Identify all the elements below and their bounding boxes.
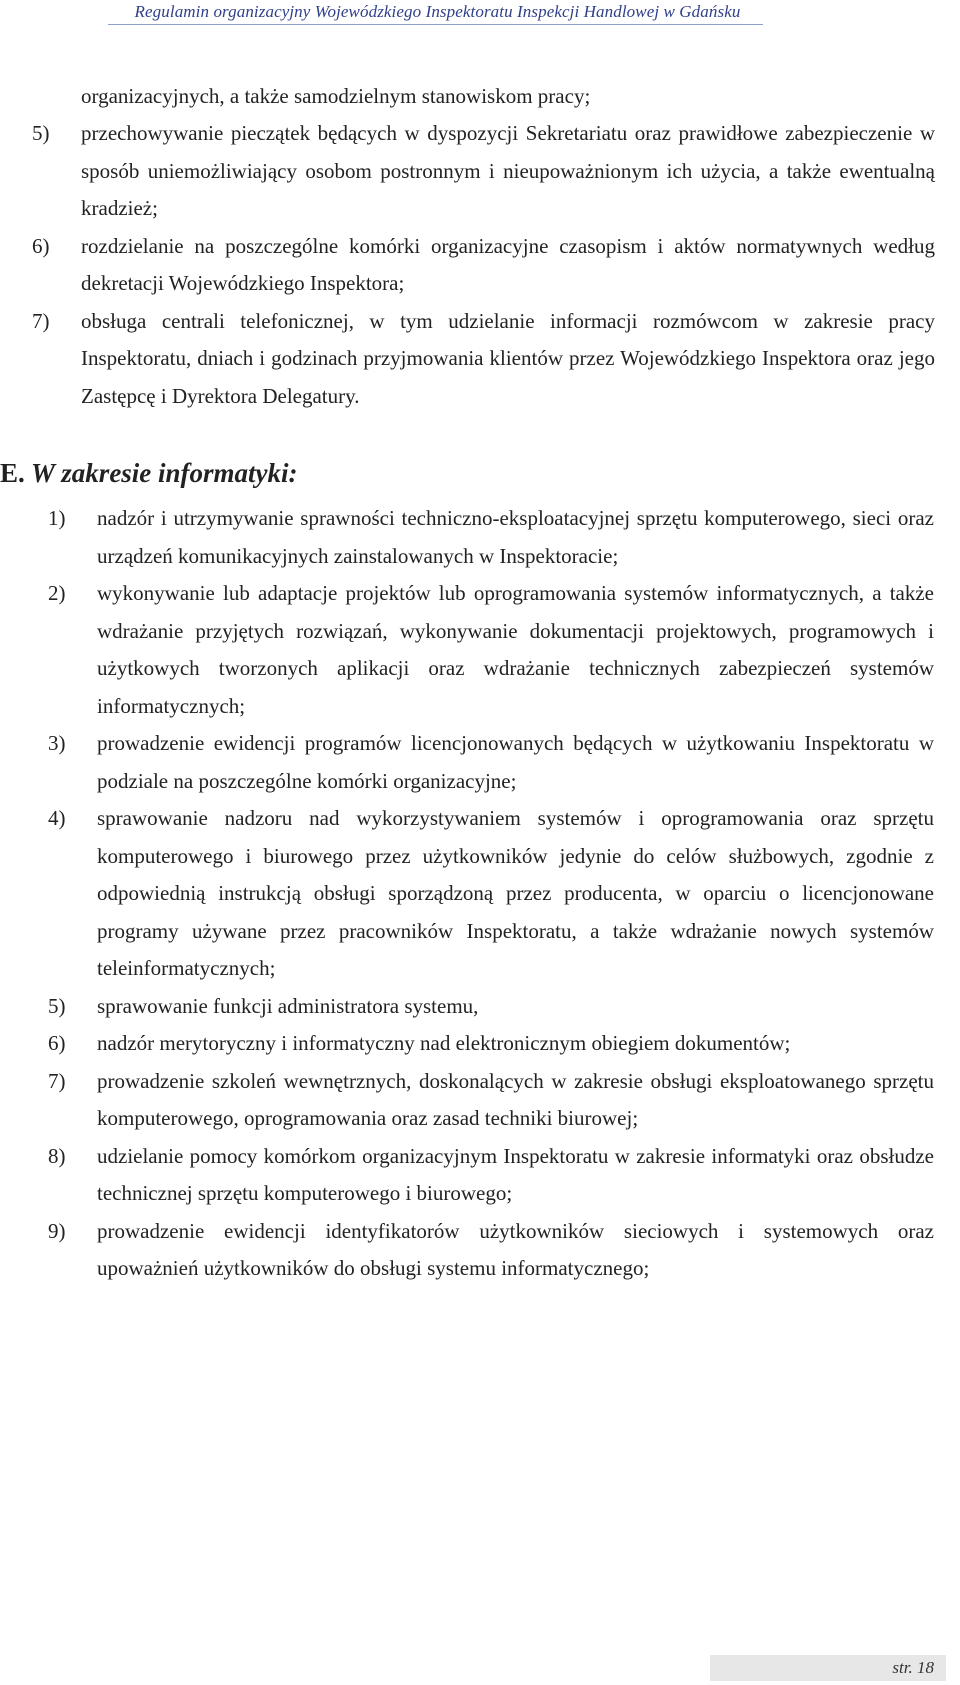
item-number: 6) <box>32 233 50 258</box>
item-text: rozdzielanie na poszczególne komórki organizacyjne czasopism i aktów normatywnych według dekretacji Wojewódzkiego Inspektora; <box>81 233 935 295</box>
item-number: 5) <box>32 121 50 145</box>
list-item <box>48 575 934 725</box>
section-letter: E. <box>0 458 25 488</box>
list-item <box>48 1025 934 1063</box>
list-item <box>48 500 934 575</box>
page-number: str. 18 <box>892 1658 934 1677</box>
item-number: 4) <box>48 806 66 830</box>
list-item <box>48 725 934 800</box>
item-text: udzielanie pomocy komórkom organizacyjnym Inspektoratu w zakresie informatyki oraz obsłudze technicznej sprzętu komputerowego i biurowego; <box>97 1143 934 1205</box>
list-item <box>48 1138 934 1213</box>
item-text: nadzór merytoryczny i informatyczny nad elektronicznym obiegiem dokumentów; <box>97 1031 791 1055</box>
item-number: 9) <box>48 1218 66 1243</box>
item-text: prowadzenie szkoleń wewnętrznych, doskonalących w zakresie obsługi eksploatowanego sprzętu komputerowego, oprogramowania oraz zasad techniki biurowej; <box>97 1068 934 1130</box>
page-footer <box>710 1655 946 1681</box>
item-number: 6) <box>48 1031 66 1055</box>
header-divider <box>108 24 763 25</box>
it-duties-list <box>48 500 934 1288</box>
list-item <box>32 228 935 303</box>
list-item <box>48 1063 934 1138</box>
section-title: W zakresie informatyki: <box>31 458 298 488</box>
item-text: wykonywanie lub adaptacje projektów lub oprogramowania systemów informatycznych, a także wdrażanie przyjętych rozwiązań, wykonywanie dokumentacji projektowych, programowych i użytkowych tworzonych aplikacji oraz wdrażanie technicznych zabezpieczeń systemów informatycznych; <box>97 581 934 718</box>
list-item <box>32 115 935 228</box>
item-text: obsługa centrali telefonicznej, w tym udzielanie informacji rozmówcom w zakresie pracy Inspektoratu, dniach i godzinach przyjmowania klientów przez Wojewódzkiego Inspektora oraz jego Zastępcę i Dyrektora Delegatury. <box>81 308 935 408</box>
item-text: prowadzenie ewidencji programów licencjonowanych będących w użytkowaniu Inspektoratu w podziale na poszczególne komórki organizacyjne; <box>97 731 934 793</box>
item-text: sprawowanie funkcji administratora systemu, <box>97 993 479 1018</box>
item-number: 7) <box>32 308 50 333</box>
continuation-text: organizacyjnych, a także samodzielnym stanowiskom pracy; <box>81 84 591 108</box>
item-text: prowadzenie ewidencji identyfikatorów użytkowników sieciowych i systemowych oraz upoważnień użytkowników do obsługi systemu informatycznego; <box>97 1218 934 1280</box>
list-item <box>32 303 935 416</box>
list-item <box>48 800 934 988</box>
item-text: sprawowanie nadzoru nad wykorzystywaniem systemów i oprogramowania oraz sprzętu komputerowego i biurowego przez użytkowników jedynie do celów służbowych, zgodnie z odpowiednią instrukcją obsługi sporządzoną przez producenta, w oparciu o licencjonowane programy używane przez pracowników Inspektoratu, a także wdrażanie nowych systemów teleinformatycznych; <box>97 806 934 980</box>
item-text: nadzór i utrzymywanie sprawności techniczno-eksploatacyjnej sprzętu komputerowego, sieci oraz urządzeń komunikacyjnych zainstalowanych w Inspektoracie; <box>97 506 934 568</box>
item-number: 1) <box>48 506 66 530</box>
list-item <box>48 1213 934 1288</box>
item-number: 5) <box>48 993 66 1018</box>
item-number: 8) <box>48 1143 66 1168</box>
item-text: przechowywanie pieczątek będących w dyspozycji Sekretariatu oraz prawidłowe zabezpieczenie w sposób uniemożliwiający osobom postronnym i nieupoważnionym ich użycia, a także ewentualną kradzież; <box>81 121 935 220</box>
item-number: 2) <box>48 581 66 605</box>
section-heading <box>0 458 298 489</box>
running-header: Regulamin organizacyjny Wojewódzkiego Inspektoratu Inspekcji Handlowej w Gdańsku <box>134 2 741 21</box>
duties-list-continued <box>32 115 935 415</box>
item-number: 7) <box>48 1068 66 1093</box>
item-number: 3) <box>48 731 66 755</box>
list-item <box>48 988 934 1026</box>
